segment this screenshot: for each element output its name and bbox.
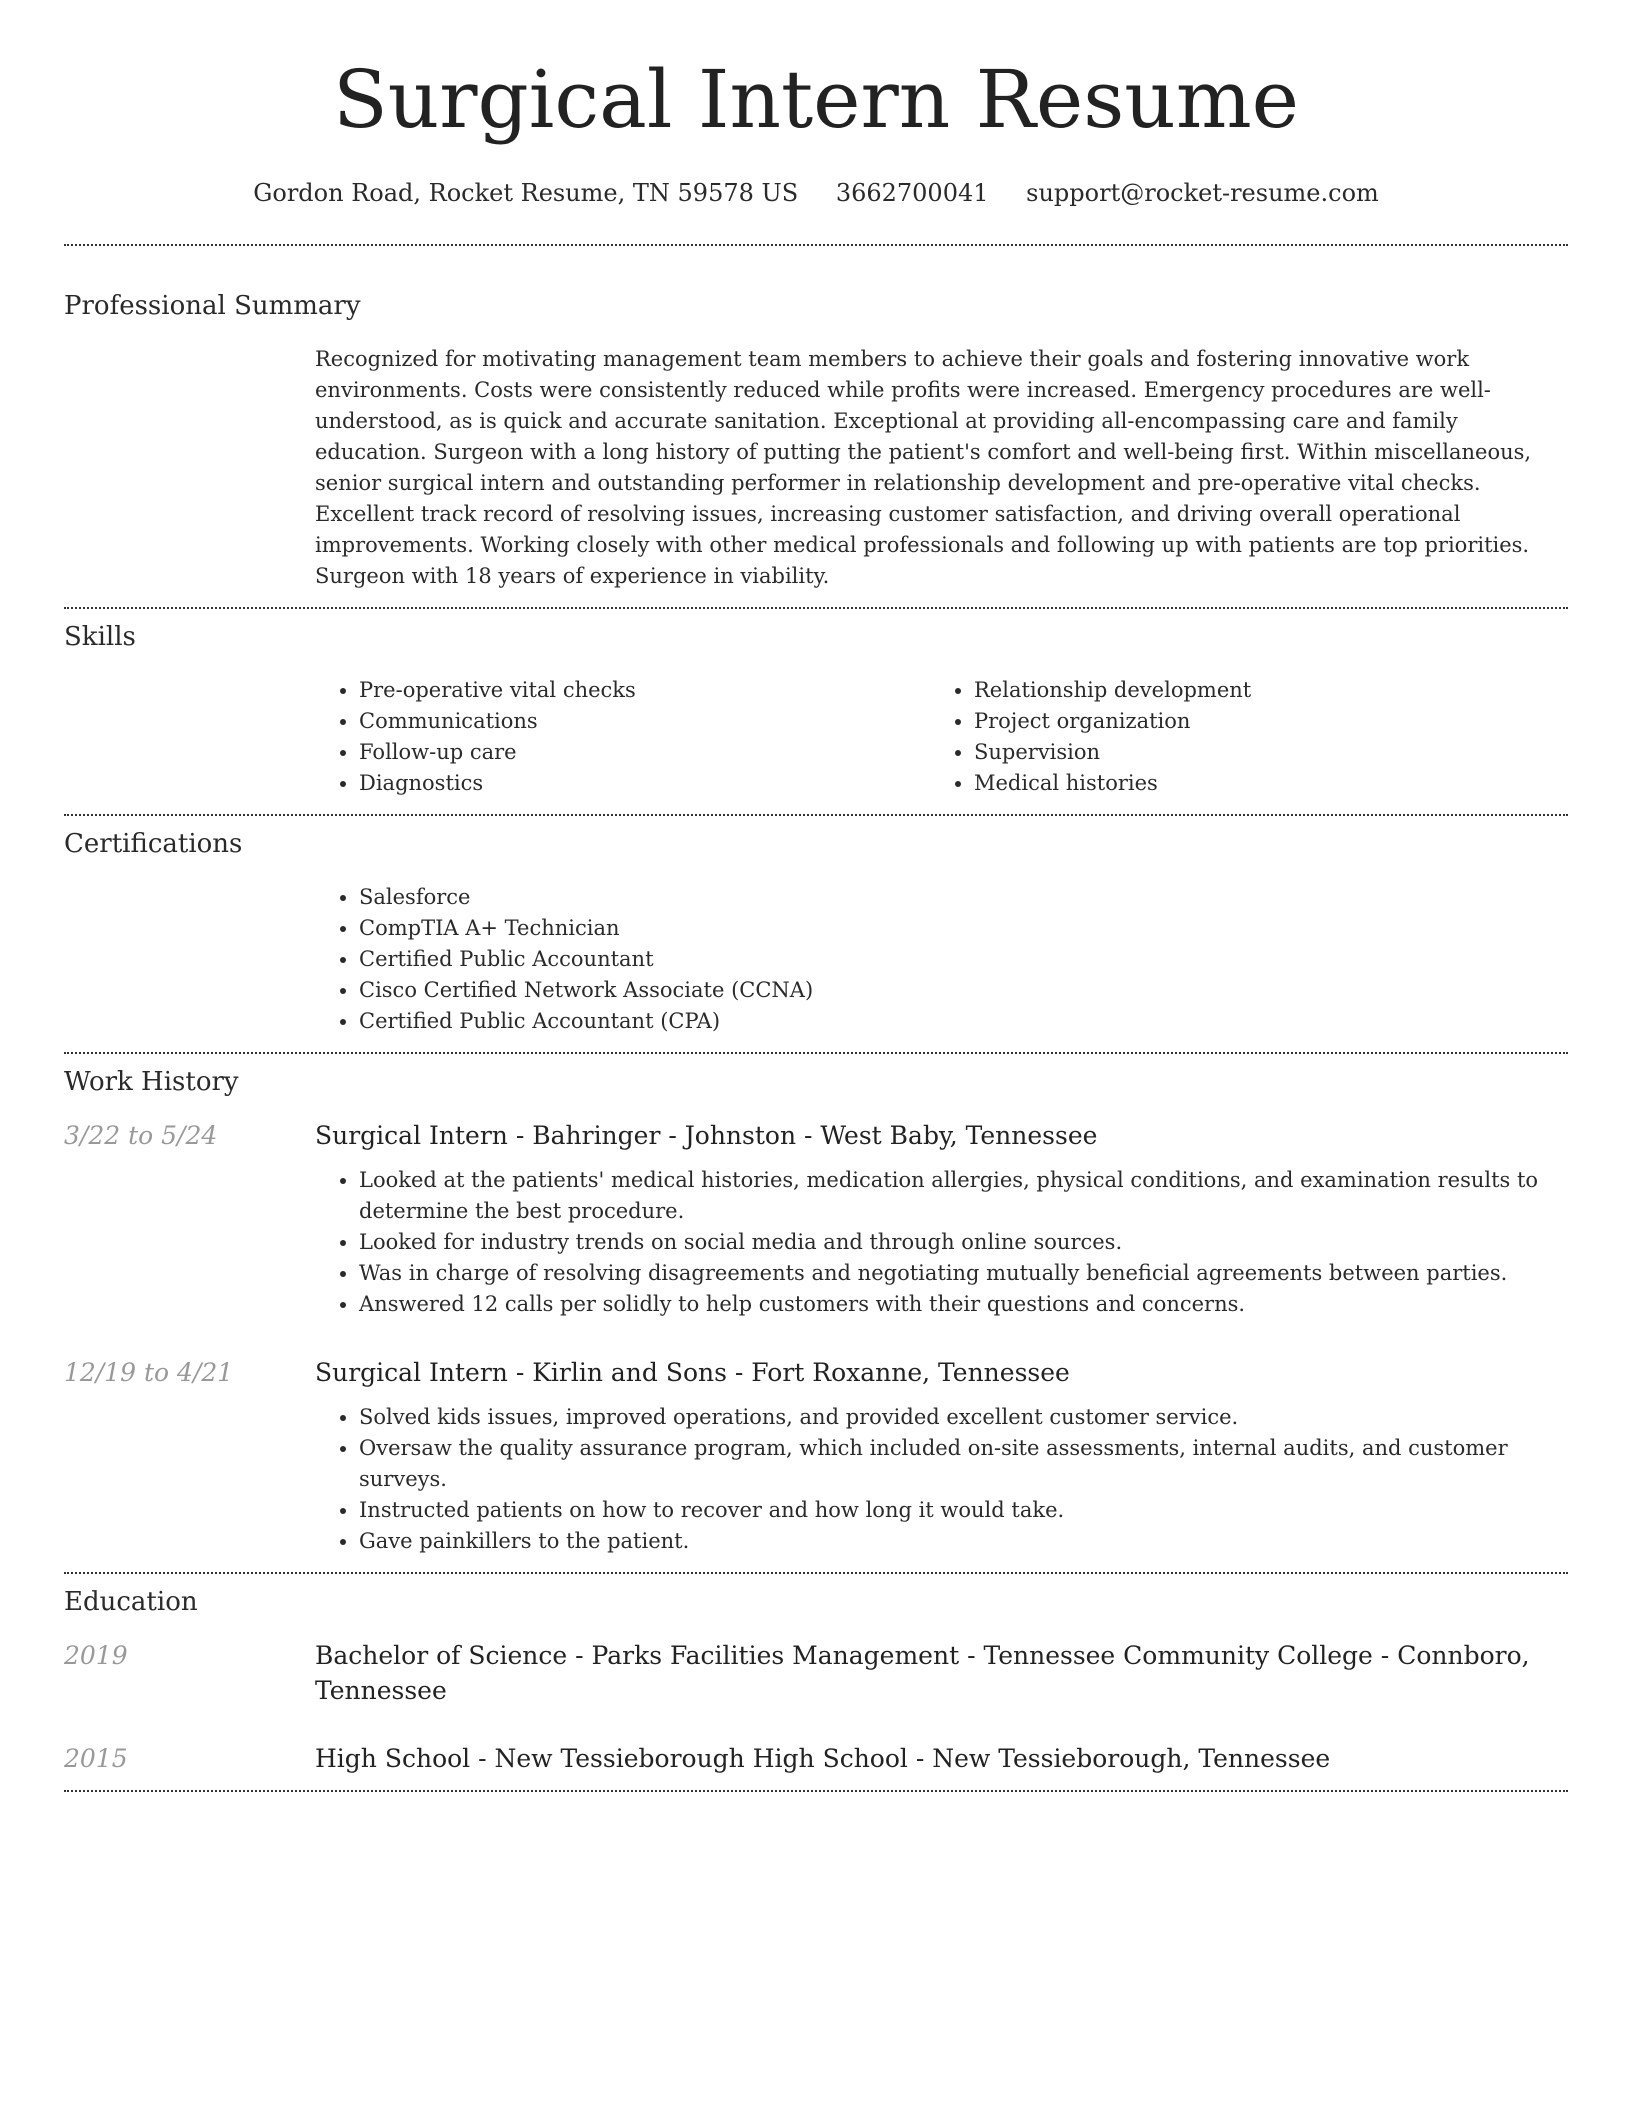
certifications-heading: Certifications	[64, 829, 243, 859]
summary-heading: Professional Summary	[64, 291, 361, 321]
summary-body	[315, 344, 1568, 592]
job-entry	[64, 1355, 1568, 1557]
skills-column-left	[315, 675, 930, 799]
skills-list	[315, 675, 1568, 799]
certification-item: • Salesforce	[359, 882, 1568, 913]
job-bullet: • Solved kids issues, improved operations, and provided excellent customer service.	[359, 1402, 1568, 1433]
contact-line	[64, 178, 1568, 208]
job-bullet: • Instructed patients on how to recover and how long it would take.	[359, 1495, 1568, 1526]
job-bullet: • Answered 12 calls per solidly to help customers with their questions and concerns.	[359, 1289, 1568, 1320]
certifications-section	[64, 828, 1568, 1037]
job-title: Surgical Intern - Kirlin and Sons - Fort Roxanne, Tennessee	[315, 1358, 1070, 1387]
summary-section	[64, 290, 1568, 592]
job-bullets	[315, 1402, 1568, 1557]
contact-email: support@rocket-resume.com	[1026, 179, 1379, 207]
certifications-list	[315, 882, 1568, 1037]
divider	[64, 1052, 1568, 1054]
job-bullet: • Gave painkillers to the patient.	[359, 1526, 1568, 1557]
contact-phone: 3662700041	[835, 179, 989, 207]
contact-address: Gordon Road, Rocket Resume, TN 59578 US	[253, 179, 799, 207]
job-details	[315, 1355, 1568, 1557]
skill-item: • Pre-operative vital checks	[359, 675, 930, 706]
work-history-section	[64, 1066, 1568, 1557]
skill-item: • Project organization	[974, 706, 1545, 737]
education-year: 2019	[64, 1641, 128, 1670]
job-bullet: • Looked at the patients' medical histories, medication allergies, physical conditions, and examination results to determine the best procedure.	[359, 1165, 1568, 1227]
summary-text: Recognized for motivating management team members to achieve their goals and fostering innovative work environments. Costs were consistently reduced while profits were increased. Emergency procedures are well-understood, as is quick and accurate sanitation. Exceptional at providing all-encompassing care and family education. Surgeon with a long history of putting the patient's comfort and well-being first. Within miscellaneous, senior surgical intern and outstanding performer in relationship development and pre-operative vital checks. Excellent track record of resolving issues, increasing customer satisfaction, and driving overall operational improvements. Working closely with other medical professionals and following up with patients are top priorities. Surgeon with 18 years of experience in viability.	[315, 347, 1532, 588]
job-dates: 12/19 to 4/21	[64, 1358, 234, 1387]
job-dates: 3/22 to 5/24	[64, 1121, 218, 1150]
skill-item: • Relationship development	[974, 675, 1545, 706]
divider	[64, 607, 1568, 609]
education-title: Bachelor of Science - Parks Facilities Management - Tennessee Community College - Connboro, Tennessee	[315, 1641, 1530, 1705]
resume-title: Surgical Intern Resume	[332, 53, 1300, 146]
education-title: High School - New Tessieborough High School - New Tessieborough, Tennessee	[315, 1744, 1331, 1773]
job-bullet: • Looked for industry trends on social media and through online sources.	[359, 1227, 1568, 1258]
education-entry	[64, 1638, 1568, 1708]
job-bullet: • Was in charge of resolving disagreements and negotiating mutually beneficial agreements between parties.	[359, 1258, 1568, 1289]
job-entry	[64, 1118, 1568, 1320]
skill-item: • Medical histories	[974, 768, 1545, 799]
skills-column-right	[930, 675, 1545, 799]
job-details	[315, 1118, 1568, 1320]
certification-item: • CompTIA A+ Technician	[359, 913, 1568, 944]
skills-heading: Skills	[64, 622, 136, 652]
education-entry	[64, 1741, 1568, 1776]
certification-item: • Certified Public Accountant (CPA)	[359, 1006, 1568, 1037]
divider	[64, 814, 1568, 816]
work-history-heading: Work History	[64, 1067, 239, 1097]
skill-item: • Follow-up care	[359, 737, 930, 768]
job-bullet: • Oversaw the quality assurance program, which included on-site assessments, internal audits, and customer surveys.	[359, 1433, 1568, 1495]
job-title: Surgical Intern - Bahringer - Johnston - West Baby, Tennessee	[315, 1121, 1098, 1150]
job-bullets	[315, 1165, 1568, 1320]
certification-item: • Cisco Certified Network Associate (CCNA)	[359, 975, 1568, 1006]
certifications-body	[315, 882, 1568, 1037]
skill-item: • Diagnostics	[359, 768, 930, 799]
divider	[64, 244, 1568, 246]
skills-section	[64, 621, 1568, 799]
education-heading: Education	[64, 1587, 198, 1617]
education-section	[64, 1586, 1568, 1776]
skill-item: • Communications	[359, 706, 930, 737]
divider	[64, 1572, 1568, 1574]
certification-item: • Certified Public Accountant	[359, 944, 1568, 975]
divider	[64, 1790, 1568, 1792]
skill-item: • Supervision	[974, 737, 1545, 768]
education-year: 2015	[64, 1744, 128, 1773]
